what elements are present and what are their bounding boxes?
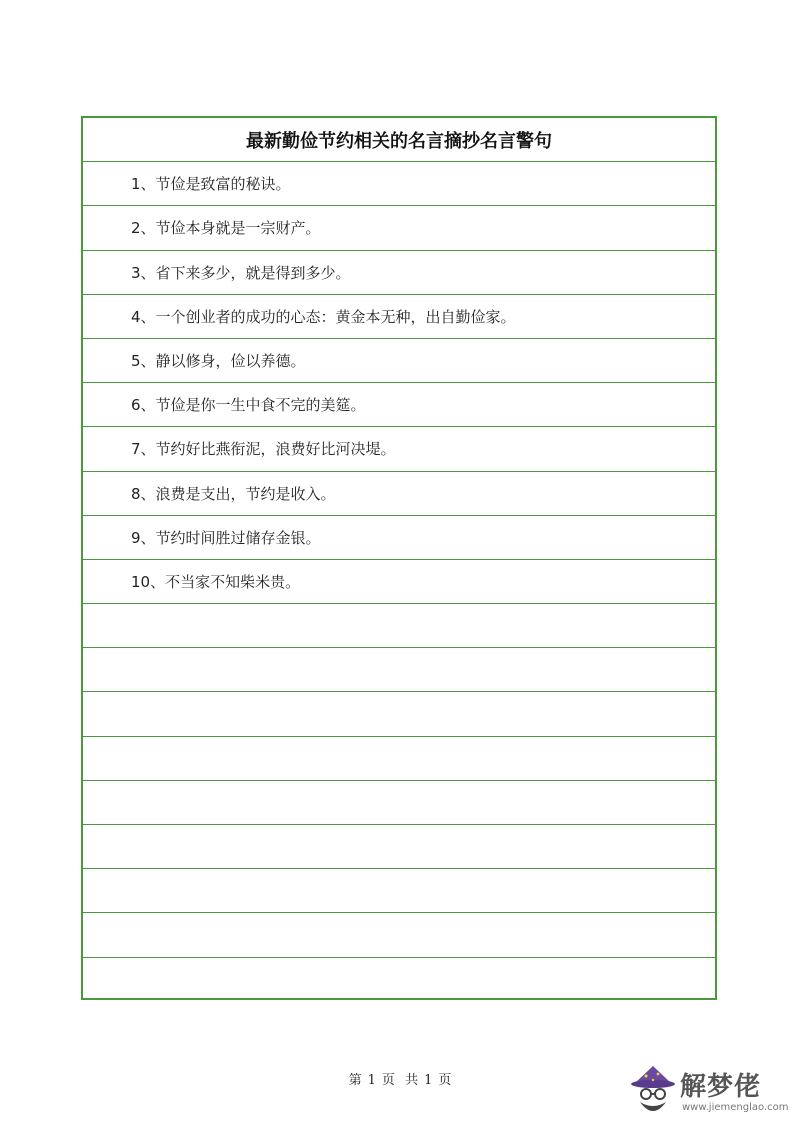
quote-line: 4、一个创业者的成功的心态：黄金本无种，出自勤俭家。 [83,295,715,339]
document-title: 最新勤俭节约相关的名言摘抄名言警句 [83,118,715,162]
quote-line: 9、节约时间胜过储存金银。 [83,516,715,560]
page-total-prefix: 共 [405,1073,419,1088]
wizard-hat-logo-icon [628,1062,678,1122]
empty-line [83,737,715,781]
empty-line [83,825,715,869]
quote-line: 8、浪费是支出，节约是收入。 [83,472,715,516]
empty-line [83,604,715,648]
quote-line: 6、节俭是你一生中食不完的美筵。 [83,383,715,427]
empty-line [83,692,715,736]
quote-line: 10、不当家不知柴米贵。 [83,560,715,604]
quote-line: 7、节约好比燕衔泥，浪费好比河决堤。 [83,427,715,471]
watermark-name: 解梦佬 [680,1072,762,1102]
page-total: 1 [424,1073,433,1088]
quote-line: 3、省下来多少，就是得到多少。 [83,251,715,295]
empty-line [83,781,715,825]
watermark [628,1062,788,1124]
empty-line [83,913,715,957]
page-unit: 页 [381,1073,395,1088]
quote-line: 2、节俭本身就是一宗财产。 [83,206,715,250]
page-current: 1 [367,1073,376,1088]
empty-line [83,958,715,1002]
empty-line [83,648,715,692]
empty-line [83,869,715,913]
page-total-unit: 页 [438,1073,452,1088]
quote-table [81,116,717,1000]
quote-line: 1、节俭是致富的秘诀。 [83,162,715,206]
watermark-url: www.jiemenglao.com [682,1102,789,1113]
page-prefix: 第 [348,1073,362,1088]
quote-line: 5、静以修身，俭以养德。 [83,339,715,383]
